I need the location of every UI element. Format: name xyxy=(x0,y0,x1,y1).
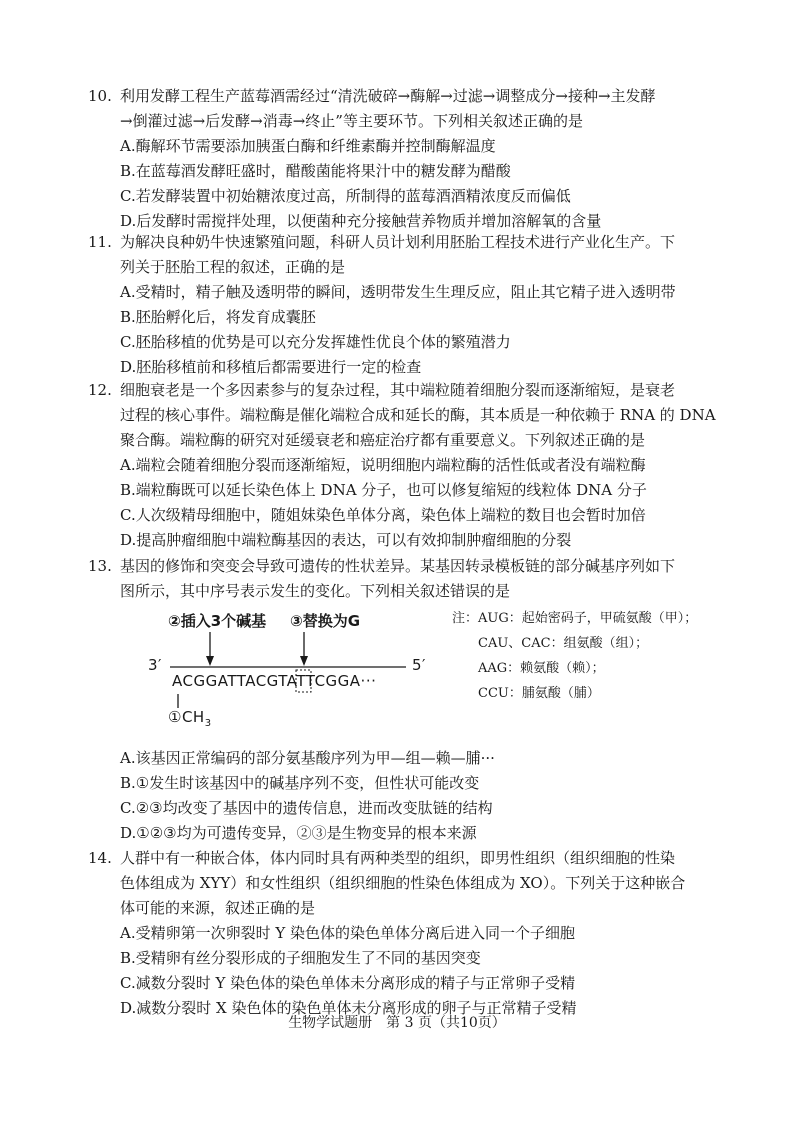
replace-arrow-head xyxy=(300,656,308,666)
option-b: B.①发生时该基因中的碱基序列不变，但性状可能改变 xyxy=(120,774,480,792)
note-line: AAG：赖氨酸（赖）； xyxy=(478,661,605,676)
option-a: A.端粒会随着细胞分裂而逐渐缩短，说明细胞内端粒酶的活性低或者没有端粒酶 xyxy=(120,456,646,474)
question-stem: 12. 细胞衰老是一个多因素参与的复杂过程，其中端粒随着细胞分裂而逐渐缩短，是衰老 xyxy=(88,378,728,403)
question-stem-cont: 列关于胚胎工程的叙述，正确的是 xyxy=(120,258,346,276)
label-methylation: $①CH_3$ xyxy=(168,708,212,729)
question-stem: 13. 基因的修饰和突变会导致可遗传的性状差异。某基因转录模板链的部分碱基序列如下 xyxy=(88,554,728,579)
question-13 xyxy=(88,554,728,604)
question-stem-cont: 聚合酶。端粒酶的研究对延缓衰老和癌症治疗都有重要意义。下列叙述正确的是 xyxy=(120,431,646,449)
question-stem-cont: 体可能的来源，叙述正确的是 xyxy=(120,899,316,917)
option-a: A.该基因正常编码的部分氨基酸序列为甲—组—赖—脯··· xyxy=(120,749,495,767)
end-5prime: 5′ xyxy=(412,656,426,674)
question-stem: 14. 人群中有一种嵌合体，体内同时具有两种类型的组织，即男性组织（组织细胞的性染 xyxy=(88,846,728,871)
note-line: 注：AUG：起始密码子，甲硫氨酸（甲）； xyxy=(452,611,698,626)
option-b: B.受精卵有丝分裂形成的子细胞发生了不同的基因突变 xyxy=(120,949,481,967)
question-14 xyxy=(88,846,728,1021)
option-c: C.减数分裂时 Y 染色体的染色单体未分离形成的精子与正常卵子受精 xyxy=(120,974,576,992)
page-footer: 生物学试题册 第 3 页（共10页） xyxy=(288,1015,506,1031)
option-d: D.减数分裂时 X 染色体的染色单体未分离形成的卵子与正常精子受精 xyxy=(120,999,577,1017)
option-d: D.①②③均为可遗传变异，②③是生物变异的根本来源 xyxy=(120,824,477,842)
insert-arrow-head xyxy=(206,656,214,666)
option-c: C.人次级精母细胞中，随姐妹染色单体分离，染色体上端粒的数目也会暂时加倍 xyxy=(120,506,646,524)
question-13-options xyxy=(88,746,728,846)
option-b: B.胚胎孵化后，将发育成囊胚 xyxy=(120,308,316,326)
option-b: B.在蓝莓酒发酵旺盛时，醋酸菌能将果汁中的糖发酵为醋酸 xyxy=(120,162,511,180)
question-10 xyxy=(88,84,728,234)
label-replace: ③替换为G xyxy=(290,612,361,630)
note-line: CCU：脯氨酸（脯） xyxy=(478,686,600,701)
option-c: C.若发酵装置中初始糖浓度过高，所制得的蓝莓酒酒精浓度反而偏低 xyxy=(120,187,571,205)
codon-note xyxy=(452,606,697,706)
question-stem-cont: 图所示，其中序号表示发生的变化。下列相关叙述错误的是 xyxy=(120,582,511,600)
question-number: 11. xyxy=(88,233,112,251)
option-d: D.后发酵时需搅拌处理，以便菌种充分接触营养物质并增加溶解氧的含量 xyxy=(120,212,602,230)
question-number: 12. xyxy=(88,381,112,399)
question-stem-cont: 过程的核心事件。端粒酶是催化端粒合成和延长的酶，其本质是一种依赖于 RNA 的 DNA xyxy=(120,406,716,424)
option-c: C.②③均改变了基因中的遗传信息，进而改变肽链的结构 xyxy=(120,799,493,817)
question-stem-cont: →倒灌过滤→后发酵→消毒→终止”等主要环节。下列相关叙述正确的是 xyxy=(120,112,583,130)
mutated-base: A xyxy=(286,672,297,690)
question-number: 10. xyxy=(88,87,112,105)
base-sequence: ACGGATTACGTATTCGGA··· xyxy=(172,672,377,690)
option-b: B.端粒酶既可以延长染色体上 DNA 分子，也可以修复缩短的线粒体 DNA 分子 xyxy=(120,481,647,499)
note-line: CAU、CAC：组氨酸（组）； xyxy=(478,636,649,651)
end-3prime: 3′ xyxy=(148,656,162,674)
option-d: D.胚胎移植前和移植后都需要进行一定的检查 xyxy=(120,358,422,376)
question-number: 14. xyxy=(88,849,112,867)
option-a: A.受精时，精子触及透明带的瞬间，透明带发生生理反应，阻止其它精子进入透明带 xyxy=(120,283,676,301)
question-stem-cont: 色体组成为 XYY）和女性组织（组织细胞的性染色体组成为 XO）。下列关于这种嵌合 xyxy=(120,874,686,892)
question-number: 13. xyxy=(88,557,112,575)
label-insert: ②插入3个碱基 xyxy=(168,612,267,630)
question-stem: 10. 利用发酵工程生产蓝莓酒需经过“清洗破碎→酶解→过滤→调整成分→接种→主发酵 xyxy=(88,84,728,109)
question-12 xyxy=(88,378,728,553)
option-d: D.提高肿瘤细胞中端粒酶基因的表达，可以有效抑制肿瘤细胞的分裂 xyxy=(120,531,572,549)
option-a: A.受精卵第一次卵裂时 Y 染色体的染色单体分离后进入同一个子细胞 xyxy=(120,924,576,942)
option-a: A.酶解环节需要添加胰蛋白酶和纤维素酶并控制酶解温度 xyxy=(120,137,496,155)
option-c: C.胚胎移植的优势是可以充分发挥雄性优良个体的繁殖潜力 xyxy=(120,333,511,351)
question-stem: 11. 为解决良种奶牛快速繁殖问题，科研人员计划利用胚胎工程技术进行产业化生产。下 xyxy=(88,230,728,255)
question-11 xyxy=(88,230,728,380)
